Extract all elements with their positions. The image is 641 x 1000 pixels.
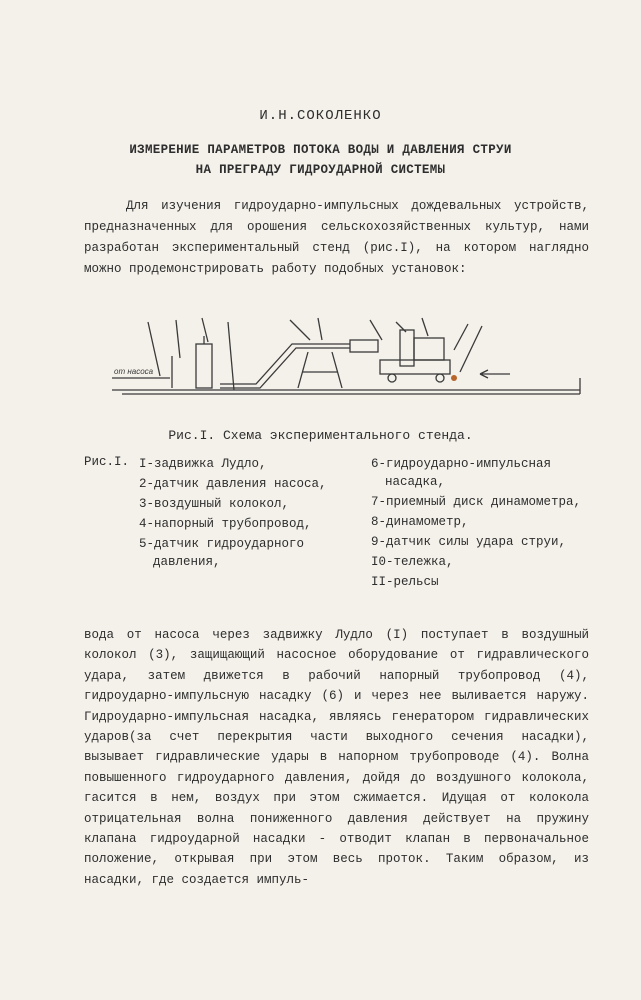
legend-item: I0-тележка, (371, 555, 454, 569)
title-line-2: НА ПРЕГРАДУ ГИДРОУДАРНОЙ СИСТЕМЫ (195, 163, 446, 177)
legend-item: II-рельсы (371, 575, 439, 589)
body-paragraph (84, 625, 589, 890)
marker-dot (451, 375, 457, 381)
legend-item: 8-динамометр, (371, 515, 469, 529)
dynamometer (414, 338, 444, 360)
figure-caption: Рис.I. Схема экспериментального стенда. (168, 428, 473, 443)
legend-item: 4-напорный трубопровод, (139, 517, 312, 531)
legend-left-column (139, 455, 364, 573)
experimental-stand-diagram (110, 312, 590, 408)
legend-item: 2-датчик давления насоса, (139, 477, 327, 491)
nozzle (350, 340, 378, 352)
body-text: вода от насоса через задвижку Лудло (I) поступает в воздушный колокол (3), защищающий насосное оборудование от гидравлического удара, затем движется в рабочий напорный трубопровод (4), гидроударно-импульсную насадку (6) и через нее выливается наружу. Гидроударно-импульсная насадка, являясь генератором гидравлических ударов(за счет перекрытия части выходного сечения насадки), вызывает гидравлические удары в напорном трубопроводе (4). Волна повышенного гидроударного давления, дойдя до воздушного колокола, гасится в нем, воздух при этом сжимается. Идущая от колокола отрицательная волна пониженного давления действует на пружину клапана гидроударной насадки - отводит клапан в первоначальное положение, открывая при этом весь проток. Таким образом, из насадки, где создается импуль- (84, 628, 589, 887)
legend-item: 9-датчик силы удара струи, (371, 535, 567, 549)
legend-right-column (371, 455, 601, 593)
pressure-pipe (220, 348, 350, 388)
legend-item: 5-датчик гидроударного давления, (139, 537, 305, 569)
legend-item: 6-гидроударно-импульсная насадка, (371, 457, 552, 489)
intro-paragraph (84, 196, 589, 280)
motion-arrow (480, 370, 510, 378)
trolley (380, 360, 450, 374)
legend-item: I-задвижка Лудло, (139, 457, 267, 471)
title-line-1: ИЗМЕРЕНИЕ ПАРАМЕТРОВ ПОТОКА ВОДЫ И ДАВЛЕНИЯ СТРУИ (129, 143, 512, 157)
legend-head: Рис.I. (84, 455, 130, 469)
support-trestle (298, 352, 342, 388)
pump-label: от насоса (114, 367, 154, 376)
author-name: И.Н.СОКОЛЕНКО (259, 108, 382, 124)
paper-title (60, 140, 581, 180)
intro-text: Для изучения гидроударно-импульсных дождевальных устройств, предназначенных для орошения сельскохозяйственных культур, нами разработан экспериментальный стенд (рис.I), на котором наглядно можно продемонстрировать работу подобных установок: (84, 199, 589, 276)
legend-item: 3-воздушный колокол, (139, 497, 290, 511)
air-bell (196, 344, 212, 388)
legend-item: 7-приемный диск динамометра, (371, 495, 582, 509)
